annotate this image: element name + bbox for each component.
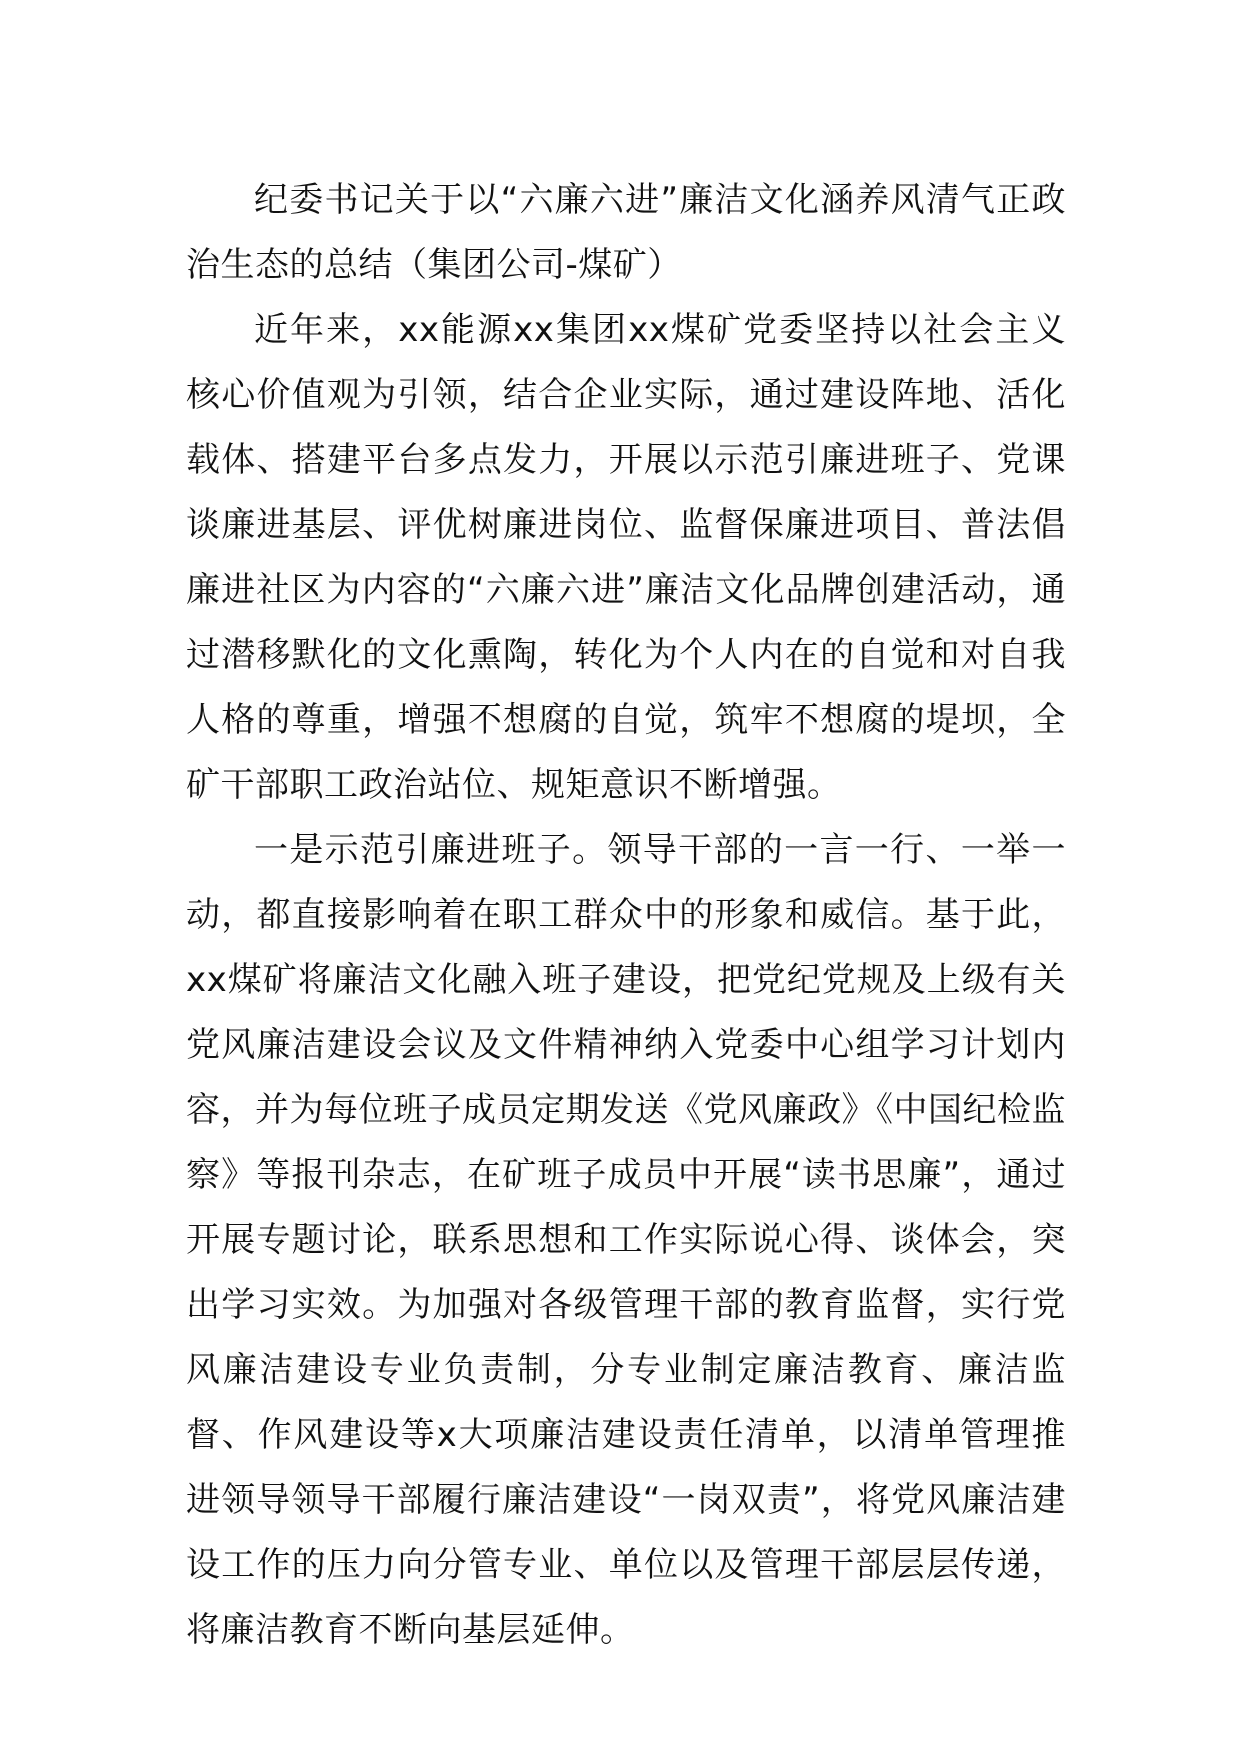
document-body [186,168,1066,1663]
paragraph-section-one: 一是示范引廉进班子。领导干部的一言一行、一举一动，都直接影响着在职工群众中的形象和威信。基于此，xx煤矿将廉洁文化融入班子建设，把党纪党规及上级有关党风廉洁建设会议及文件精神纳入党委中心组学习计划内容，并为每位班子成员定期发送《党风廉政》《中国纪检监察》等报刊杂志，在矿班子成员中开展“读书思廉”，通过开展专题讨论，联系思想和工作实际说心得、谈体会，突出学习实效。为加强对各级管理干部的教育监督，实行党风廉洁建设专业负责制，分专业制定廉洁教育、廉洁监督、作风建设等x大项廉洁建设责任清单，以清单管理推进领导领导干部履行廉洁建设“一岗双责”，将党风廉洁建设工作的压力向分管专业、单位以及管理干部层层传递，将廉洁教育不断向基层延伸。 [186,830,1066,1650]
paragraph-intro: 近年来，xx能源xx集团xx煤矿党委坚持以社会主义核心价值观为引领，结合企业实际，通过建设阵地、活化载体、搭建平台多点发力，开展以示范引廉进班子、党课谈廉进基层、评优树廉进岗位、监督保廉进项目、普法倡廉进社区为内容的“六廉六进”廉洁文化品牌创建活动，通过潜移默化的文化熏陶，转化为个人内在的自觉和对自我人格的尊重，增强不想腐的自觉，筑牢不想腐的堤坝，全矿干部职工政治站位、规矩意识不断增强。 [186,310,1066,805]
document-title: 纪委书记关于以“六廉六进”廉洁文化涵养风清气正政治生态的总结（集团公司-煤矿） [186,180,1066,285]
